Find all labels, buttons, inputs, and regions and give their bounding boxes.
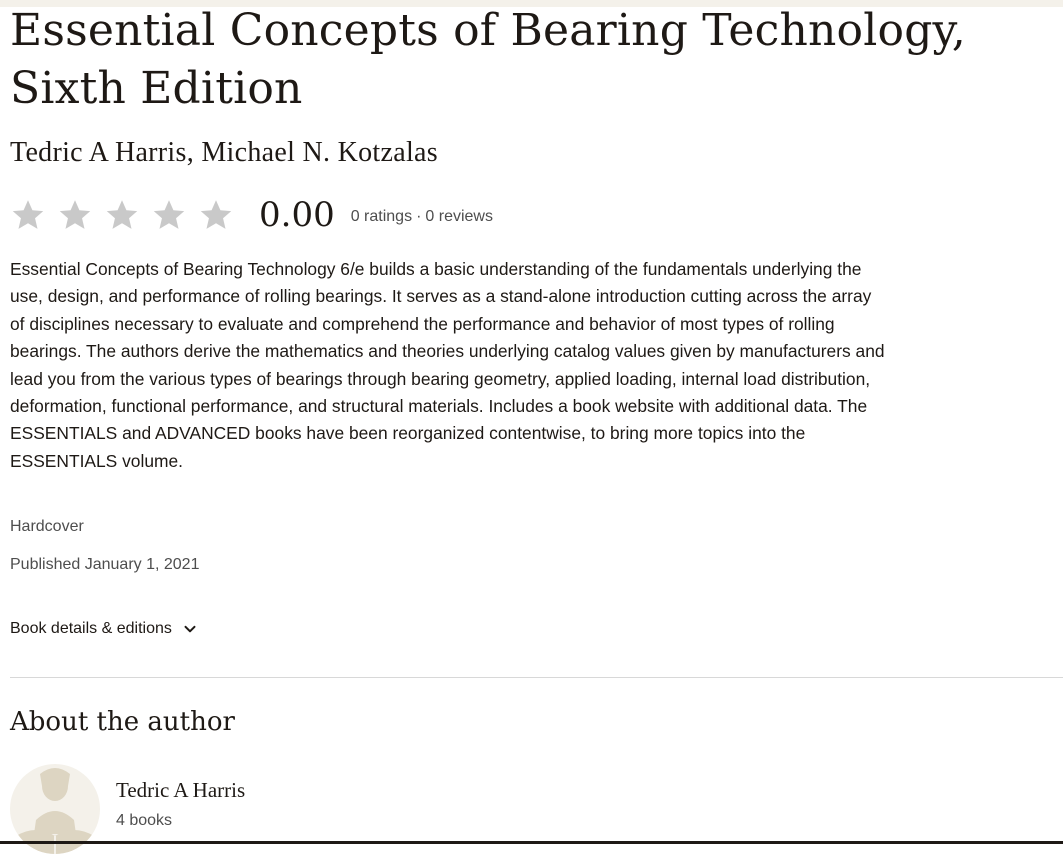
chevron-down-icon: [182, 621, 198, 637]
book-title: Essential Concepts of Bearing Technology, Sixth Edition: [10, 5, 966, 114]
ratings-count[interactable]: 0 ratings: [350, 207, 413, 225]
author-separator: ,: [186, 137, 202, 168]
reviews-count[interactable]: 0 reviews: [425, 207, 493, 225]
rating-row: [10, 190, 493, 240]
star-icon: [151, 197, 187, 233]
star-icon: [10, 197, 46, 233]
star-icon: [104, 197, 140, 233]
book-details-label: Book details & editions: [10, 620, 172, 637]
star-icon: [198, 197, 234, 233]
average-rating: 0.00: [259, 195, 335, 235]
book-details-toggle[interactable]: [10, 620, 198, 638]
about-author-heading: About the author: [10, 707, 235, 737]
rating-meta: [351, 205, 493, 226]
about-author-name[interactable]: Tedric A Harris: [116, 778, 246, 802]
rating-stars: [10, 197, 245, 233]
section-divider: [10, 677, 1063, 678]
publication-date: Published January 1, 2021: [10, 556, 200, 573]
meta-separator: ·: [416, 207, 422, 225]
about-author-book-count: 4 books: [116, 812, 173, 829]
author-link[interactable]: Tedric A Harris: [10, 137, 187, 168]
star-icon: [57, 197, 93, 233]
book-authors: [10, 135, 438, 171]
author-link[interactable]: Michael N. Kotzalas: [201, 137, 438, 168]
book-description: Essential Concepts of Bearing Technology 6/e builds a basic understanding of the fundamentals underlying the use, design, and performance of rolling bearings. It serves as a stand-alone introduction cutting across the array of disciplines necessary to evaluate and comprehend the performance and behavior of most types of rolling bearings. The authors derive the mathematics and theories underlying catalog values given by manufacturers and lead you from the various types of bearings through bearing geometry, applied loading, internal load distribution, deformation, functional performance, and structural materials. Includes a book website with additional data. The ESSENTIALS and ADVANCED books have been reorganized contentwise, to bring more topics into the ESSENTIALS volume.: [10, 259, 885, 471]
book-format: Hardcover: [10, 518, 84, 535]
